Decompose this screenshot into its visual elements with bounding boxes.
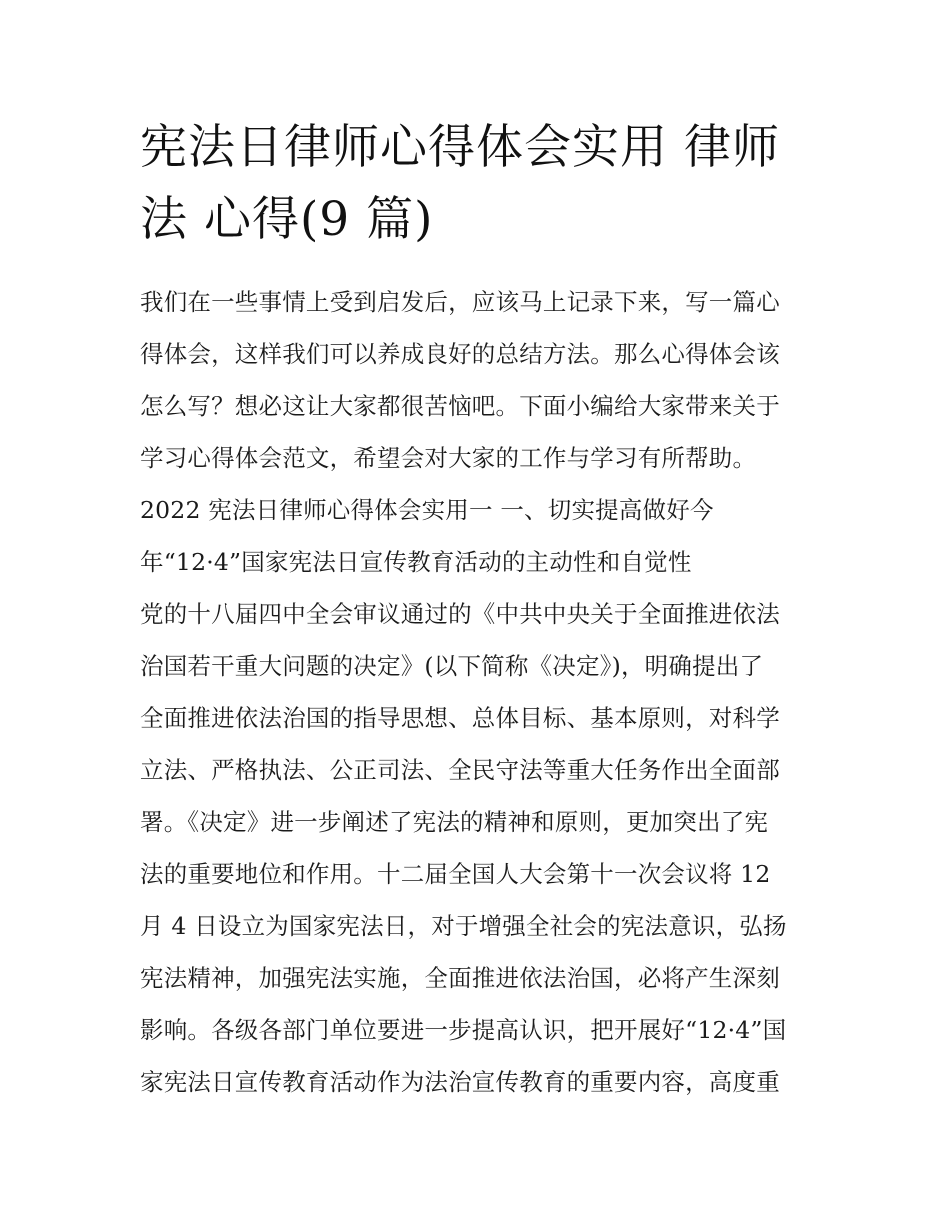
body-line: 我们在一些事情上受到启发后，应该马上记录下来，写一篇心 — [140, 288, 780, 316]
body-line: 2022 宪法日律师心得体会实用一 一、切实提高做好今 — [140, 496, 714, 524]
body-line: 法的重要地位和作用。十二届全国人大会第十一次会议将 12 — [140, 860, 771, 888]
body-line: 治国若干重大问题的决定》(以下简称《决定》)，明确提出了 — [140, 652, 764, 680]
title-line: 宪法日律师心得体会实用 律师 — [140, 120, 780, 175]
title-line: 法 心得(9 篇) — [140, 192, 434, 247]
body-line: 年“12·4”国家宪法日宣传教育活动的主动性和自觉性 — [140, 548, 692, 576]
body-line: 学习心得体会范文，希望会对大家的工作与学习有所帮助。 — [140, 444, 757, 472]
body-line: 宪法精神，加强宪法实施，全面推进依法治国，必将产生深刻 — [140, 964, 780, 992]
body-line: 月 4 日设立为国家宪法日，对于增强全社会的宪法意识，弘扬 — [140, 912, 787, 940]
document-title — [140, 112, 840, 256]
body-line: 署。《决定》进一步阐述了宪法的精神和原则，更加突出了宪 — [140, 808, 769, 836]
body-line: 党的十八届四中全会审议通过的《中共中央关于全面推进依法 — [140, 600, 780, 628]
document-body — [140, 276, 840, 1108]
body-line: 立法、严格执法、公正司法、全民守法等重大任务作出全面部 — [140, 756, 780, 784]
body-line: 影响。各级各部门单位要进一步提高认识，把开展好“12·4”国 — [140, 1016, 787, 1044]
body-line: 全面推进依法治国的指导思想、总体目标、基本原则，对科学 — [140, 704, 780, 732]
body-line: 家宪法日宣传教育活动作为法治宣传教育的重要内容，高度重 — [140, 1068, 780, 1096]
body-line: 得体会，这样我们可以养成良好的总结方法。那么心得体会该 — [140, 340, 780, 368]
body-line: 怎么写？想必这让大家都很苦恼吧。下面小编给大家带来关于 — [140, 392, 780, 420]
